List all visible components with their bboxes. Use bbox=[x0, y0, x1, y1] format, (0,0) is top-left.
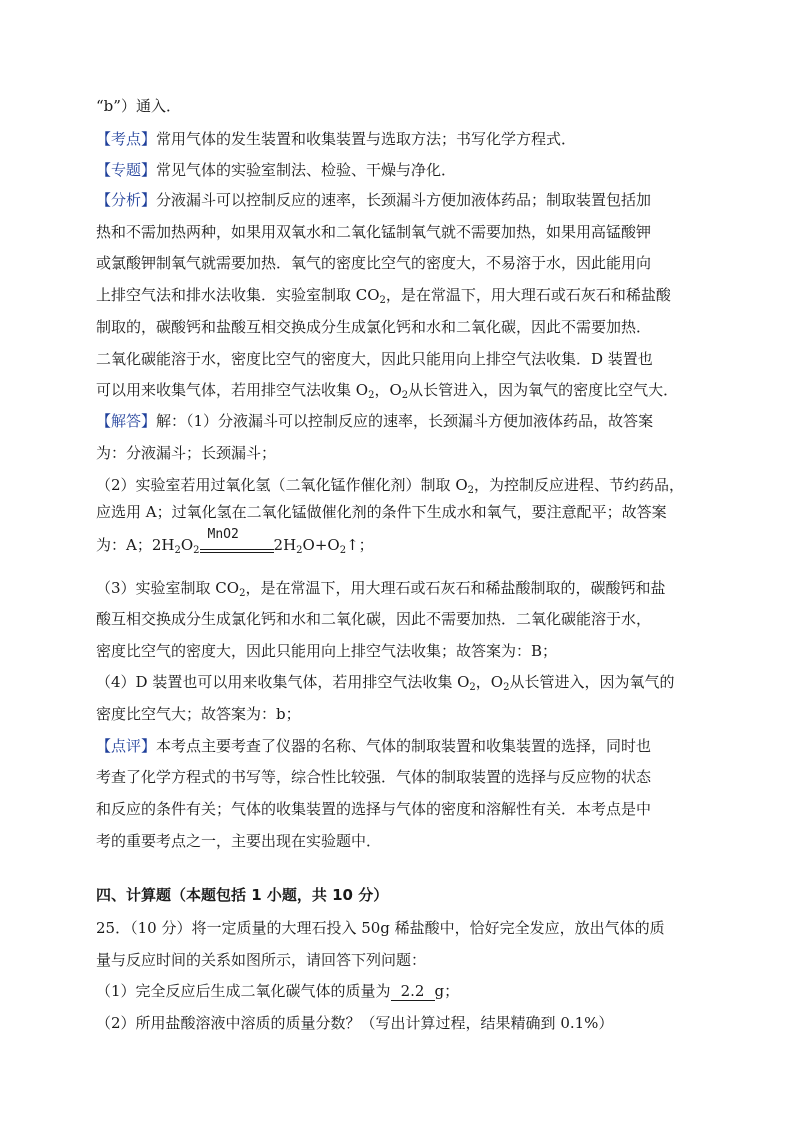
jieda-line: 【解答】解：（1）分液漏斗可以控制反应的速率，长颈漏斗方便加液体药品，故答案 bbox=[96, 412, 654, 430]
text-line: 可以用来收集气体，若用排空气法收集 $O_2$，$O_2$从长管进入，因为氧气的密度比空气大． bbox=[96, 381, 679, 401]
equation-line: 为：A；$2H_2O_2$ MnO2 $2H_2O+O_2↑$； bbox=[96, 527, 374, 556]
text-line: 密度比空气的密度大，因此只能用向上排空气法收集；故答案为：B； bbox=[96, 642, 558, 660]
text-line: 二氧化碳能溶于水，密度比空气的密度大，因此只能用向上排空气法收集．D 装置也 bbox=[96, 350, 653, 368]
dianping-tag: 【点评】 bbox=[96, 737, 157, 755]
text-line: （4）D 装置也可以用来收集气体，若用排空气法收集 $O_2$，$O_2$从长管进入，因为氧气的 bbox=[96, 673, 675, 693]
text-line: 为：分液漏斗；长颈漏斗； bbox=[96, 444, 277, 462]
jieda-tag: 【解答】 bbox=[96, 412, 157, 430]
text-line: （2）实验室若用过氧化氢（二氧化锰作催化剂）制取 $O_2$，为控制反应进程、节约药品， bbox=[96, 476, 685, 496]
text-line: 或氯酸钾制氧气就需要加热．氧气的密度比空气的密度大，不易溶于水，因此能用向 bbox=[96, 254, 652, 272]
fenxi-line: 【分析】分液漏斗可以控制反应的速率，长颈漏斗方便加液体药品；制取装置包括加 bbox=[96, 191, 652, 209]
dianping-line: 【点评】本考点主要考查了仪器的名称、气体的制取装置和收集装置的选择，同时也 bbox=[96, 737, 652, 755]
question-25-part1: （1）完全反应后生成二氧化碳气体的质量为 2.2 g； bbox=[96, 982, 460, 1000]
text-line: 密度比空气大；故答案为：b； bbox=[96, 705, 301, 723]
text-line: 制取的，碳酸钙和盐酸互相交换成分生成氯化钙和水和二氧化碳，因此不需要加热． bbox=[96, 318, 652, 336]
catalyst-condition: MnO2 bbox=[200, 535, 274, 555]
answer-blank: 2.2 bbox=[391, 983, 435, 1001]
kaodian-line: 【考点】常用气体的发生装置和收集装置与选取方法；书写化学方程式． bbox=[96, 130, 577, 148]
text-line: 考的重要考点之一，主要出现在实验题中． bbox=[96, 832, 382, 850]
question-25: 25．（10 分）将一定质量的大理石投入 50g 稀盐酸中，恰好完全发应，放出气体的质 bbox=[96, 919, 665, 937]
kaodian-tag: 【考点】 bbox=[96, 130, 157, 148]
section-heading: 四、计算题（本题包括 1 小题，共 10 分） bbox=[96, 886, 389, 904]
text-line: “b”）通入． bbox=[96, 97, 181, 115]
zhuanti-line: 【专题】常见气体的实验室制法、检验、干燥与净化． bbox=[96, 161, 457, 179]
text-line: 考查了化学方程式的书写等，综合性比较强．气体的制取装置的选择与反应物的状态 bbox=[96, 768, 652, 786]
text-line: 热和不需加热两种，如果用双氧水和二氧化锰制氧气就不需要加热，如果用高锰酸钾 bbox=[96, 223, 652, 241]
text-line: 量与反应时间的关系如图所示，请回答下列问题： bbox=[96, 951, 427, 969]
text-line: 和反应的条件有关；气体的收集装置的选择与气体的密度和溶解性有关．本考点是中 bbox=[96, 800, 652, 818]
text-line: （3）实验室制取 $CO_2$，是在常温下，用大理石或石灰石和稀盐酸制取的，碳酸钙和盐 bbox=[96, 579, 666, 599]
question-25-part2: （2）所用盐酸溶液中溶质的质量分数？（写出计算过程，结果精确到 0.1%） bbox=[96, 1014, 614, 1032]
fenxi-tag: 【分析】 bbox=[96, 191, 157, 209]
text-line: 酸互相交换成分生成氯化钙和水和二氧化碳，因此不需要加热．二氧化碳能溶于水， bbox=[96, 610, 652, 628]
zhuanti-tag: 【专题】 bbox=[96, 161, 157, 179]
text-line: 应选用 A；过氧化氢在二氧化锰做催化剂的条件下生成水和氧气，要注意配平；故答案 bbox=[96, 503, 667, 521]
text-line: 上排空气法和排水法收集．实验室制取 $CO_2$，是在常温下，用大理石或石灰石和稀盐酸 bbox=[96, 286, 671, 306]
